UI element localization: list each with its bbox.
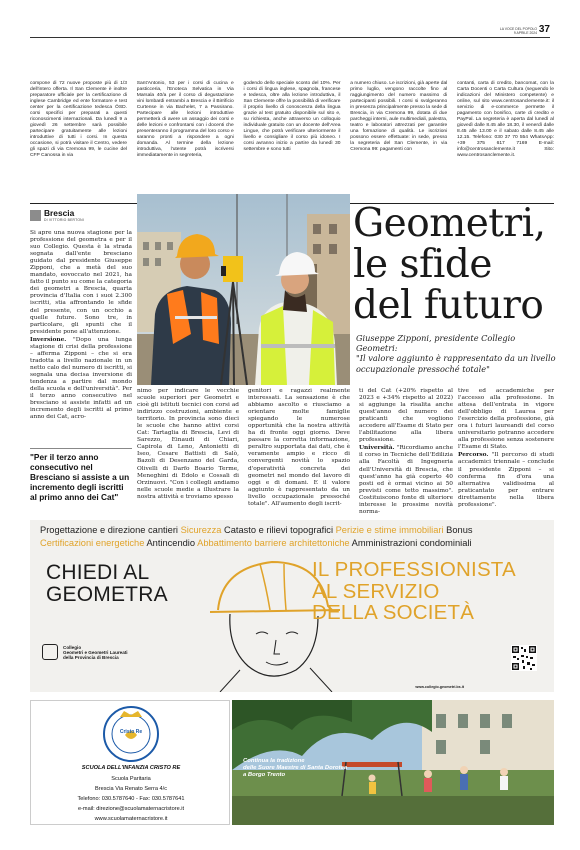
- collegio-logo-icon: [42, 644, 58, 660]
- article-photo: [137, 194, 350, 385]
- article-column-4: [359, 388, 453, 517]
- top-column-4: a numero chiuso. Le iscrizioni, già aperte dal primo luglio, vengono raccolte fino al raggiungimento del numero massimo di partecipanti possibili. I corsi si svolgeranno in presenza principalmente presso la sede di Brescia, in via Cremona 99, dotata di due parcheggi interni, aule multimediali, palestra, teatro e laboratori attrezzati per garantire una formazione di qualità. Le iscrizioni possono essere effettuate: in sede, presso la segreteria del San Clemente, in via Cremona 99: pagamenti con: [350, 81, 448, 152]
- collegio-logo-text: Collegio Geometri e Geometri Laureati della Provincia di Brescia: [63, 645, 128, 661]
- school-emblem-text: Cristo Re: [119, 729, 143, 735]
- page-number: 37: [538, 24, 550, 35]
- advertisement-scuola-cristo-re[interactable]: [30, 700, 230, 825]
- byline: DI VITTORIO BERTONI: [44, 218, 84, 222]
- article-column-5: [458, 388, 554, 510]
- top-column-5: contanti, carta di credito, bancomat, con la Carta Docenti o Carta Cultura (seguendo le indicazioni del Ministero competente) e online, sul sito www.centrosanclemente.it: il servizio di e-commerce permette il pagamento con bonifico, carte di credito e PayPal. La segreteria è aperta dal lunedì al giovedì dalle 8.45 alle 18.30, il venerdì dalle 8.45 alle 13.00 e il sabato dalle 8.45 alle 12.15. Telefono: 030 37 70 554 WhatsApp: +39 375 617 7169 E-mail: info@centrosanclemente.it Sito: www.centrosanclemente.it.: [457, 81, 554, 158]
- subhead-quote: "Il valore aggiunto è rappresentato da un livello occupazionale pressoché totale": [356, 353, 556, 374]
- article-column-1: [30, 230, 132, 422]
- kicker-city: Brescia: [44, 208, 75, 218]
- article-subhead: [356, 333, 556, 374]
- qr-code-icon[interactable]: [511, 645, 537, 671]
- article-headline: Geometri, le sfide del futuro: [353, 201, 546, 328]
- top-column-3: godendo dello speciale sconto del 10%. Per i corsi di lingua inglese, spagnola, francese e tedesca, oltre alla lezione introduttiva, il San Clemente offre la possibilità di verificare il proprio livello di conoscenza della lingua grazie al test gratuito disponibile sul sito e, su richiesta, anche attraverso un colloquio individuale gratuito con un docente dell'Area Lingue, che potrà verificare ulteriormente il livello e consigliare il corso più idoneo. I corsi avranno inizio a partire da lunedì 30 settembre e sono tutti: [243, 81, 341, 152]
- article-paragraph: ti del Cat (+20% rispetto al 2023 e +34% rispetto al 2022) si aggiunge la risalita anche quest'anno del numero dei praticanti che vogliono accedere all'Esame di Stato per l'abilitazione alla libera professione.: [359, 388, 453, 444]
- article-column-2: nimo per indicare le vecchie scuole superiori per Geometri e cioè gli istituti tecnici con corsi ad indirizzo costruzioni, ambiente e territorio. In provincia sono dieci le scuole che hanno attivi corsi Cat: Tartaglia di Brescia, Levi di Sarezzo, Einaudi di Chiari, Capirola di Leno, Antonietti di Iseo, Cesare Battisti di Salò, Bazoli di Desenzano del Garda, Olivelli di Darfo Boario Terme, Meneghini di Edolo e Cossali di Orzinuovi. "Con i collegli andiamo nelle scuole medie a illustrare la nostra attività e troviamo spesso: [137, 388, 239, 500]
- ad-website-link[interactable]: www.collegio.geometri.bs.it: [415, 685, 464, 689]
- header-publication: LA VOCE DEL POPOLO: [499, 27, 537, 31]
- ad-services-row-1: Progettazione e direzione cantieri Sicurezza Catasto e rilievi topografici Perizie e stime immobiliari Bonus: [40, 525, 473, 535]
- article-column-3: genitori e ragazzi realmente interessati. La sensazione è che abbiamo ascolto e riusciamo a orientare molte famiglie spiegando le numerose opportunità che la nostra attività ha di fronte oggi giorno. Deve passare la corretta informazione, peraltro supportata dai dati, che è veramente ampio e ricco di convergenti novità lo spazio d'operatività concreta dei geometri nel mondo del lavoro di oggi e di domani. E il valore aggiunto è rappresentato da un livello occupazionale pressoché totale". All'aumento degli iscrit-: [248, 388, 350, 507]
- school-type: Scuola Paritaria: [111, 776, 151, 782]
- school-address: Brescia Via Renato Serra 4/c: [94, 786, 168, 792]
- pull-quote: [30, 448, 132, 502]
- top-column-1: compone di 72 nuove proposte più di 1/3 dell'intero offerta. Il San Clemente è inoltre preparatore ufficiale per la certificazione di inglese Cambridge ed ente formatore e test center per la certificazione tedesca ÖSD. corsi specifici per preparati a questi riconoscimenti internazionali. Da lunedì 9 a giovedì 26 settembre sarà possibile partecipare gratuitamente alle lezioni introduttive di tutti i corsi. In questa occasione, si potrà visitare il Centro, vedere gli spazi di via Cremona 99, le cucine del CFP Canossa in via: [30, 81, 127, 158]
- surveyors-photo: [137, 194, 350, 385]
- header-date: 9 APRILE 2024: [513, 31, 537, 36]
- kicker-bar: [30, 210, 41, 221]
- school-website[interactable]: www.scuolamaternacristore.it: [94, 816, 168, 822]
- article-paragraph: Inversione. "Dopo una lunga stagione di crisi della professione – afferma Zipponi – che si era tradotta a livello nazionale in un netto calo del numero di iscritti, si segnala una decisa inversione di tendenza a partire dal mondo della scuola e dell'università". Per il terzo anno consecutivo nel bresciano si assiste infatti ad un incremento degli iscritti al primo anno dei Cat, acro-: [30, 336, 132, 421]
- school-phone: Telefono: 030.5787640 - Fax: 030.5787641: [77, 796, 185, 802]
- ad-headline-right: IL PROFESSIONISTA AL SERVIZIO DELLA SOCIETÀ: [312, 558, 516, 624]
- paragraph-lead: Università.: [359, 445, 395, 452]
- paragraph-lead: Percorso.: [458, 452, 489, 459]
- header-rule: [30, 37, 550, 38]
- article-paragraph: Università. "Ricordiamo anche il corso in Tecniche dell'Edilizia alla Facoltà di Ingegneria dell'Università di Brescia, che quest'anno ha già coperto 40 posti ed è ormai vicino ai 50 previsti come tetto massimo". Costituiscono fonte di ulteriore interesse le prossime novità norma-: [359, 445, 453, 515]
- article-paragraph: Si apre una nuova stagione per la professione del geometra e per il suo Collegio. Questa è la strada segnata dall'ente bresciano guidato dal presidente Giuseppe Zipponi, che a metà del suo mandato, eovoccato nel 2021, ha fatto il punto su come la categoria dei geometri a Brescia, quarta provincia d'Italia con i suoi 2.300 iscritti, stia affrontando le sfide del presente, con un occhio a quelle future. Sono tre, in particolare, gli spunti che il presidente pone all'attenzione.: [30, 230, 132, 335]
- school-name: SCUOLA DELL'INFANZIA CRISTO RE: [81, 765, 181, 771]
- playground-caption: Continua la tradizione delle Suore Maestre di Santa Dorotea a Borgo Trento: [243, 758, 348, 779]
- ad-services-row-2: Certificazioni energetiche Antincendio Abbattimento barriere architettoniche Amministrazioni condominiali: [40, 538, 472, 548]
- subhead-speaker: Giuseppe Zipponi, presidente Collegio Geometri:: [356, 333, 516, 354]
- school-email[interactable]: e-mail: direzione@scuolamaternacristore.it: [77, 806, 185, 812]
- pull-quote-text: "Per il terzo anno consecutivo nel Bresciano si assiste a un incremento degli iscritti al primo anno dei Cat": [30, 452, 130, 502]
- article-paragraph: tive ed accademiche per l'accesso alla professione. In attesa dell'entrata in vigore dell'obbligo di Laurea per l'esercizio della professione, già ora i futuri laureandi del corso universitario potranno accedere alla professione senza sostenere l'Esame di Stato.: [458, 388, 554, 451]
- top-column-2: Sant'Antonio, 53 per i corsi di cucina e pasticceria, l'Enoteca Selvatica in Via Marsala 40/a per il corso di degustazione vini lombardi entrambi a Brescia e il Birrificio Curtense in via Bachelet, 7 a Passirano. Partecipare alle lezioni introduttive permetterà di avere un assaggio dei corsi e delle lezioni e confrontarsi con i docenti che presenteranno il programma del loro corso e saranno pronti a rispondere a ogni domanda. Al termine della lezione introduttiva, l'utente potrà iscriversi immediatamente in segreteria,: [136, 81, 234, 158]
- paragraph-lead: Inversione.: [30, 336, 67, 343]
- article-paragraph: Percorso. "Il percorso di studi accademici triennale – conclude il presidente Zipponi – si conferma fin d'ora una alternativa validissima al praticantato per entrare direttamente nella libera professione".: [458, 452, 554, 508]
- top-article-columns: [30, 81, 554, 211]
- header-meta: [500, 27, 537, 36]
- ad-headline-left: CHIEDI AL GEOMETRA: [46, 561, 168, 606]
- advertisement-collegio-geometri[interactable]: [30, 520, 554, 692]
